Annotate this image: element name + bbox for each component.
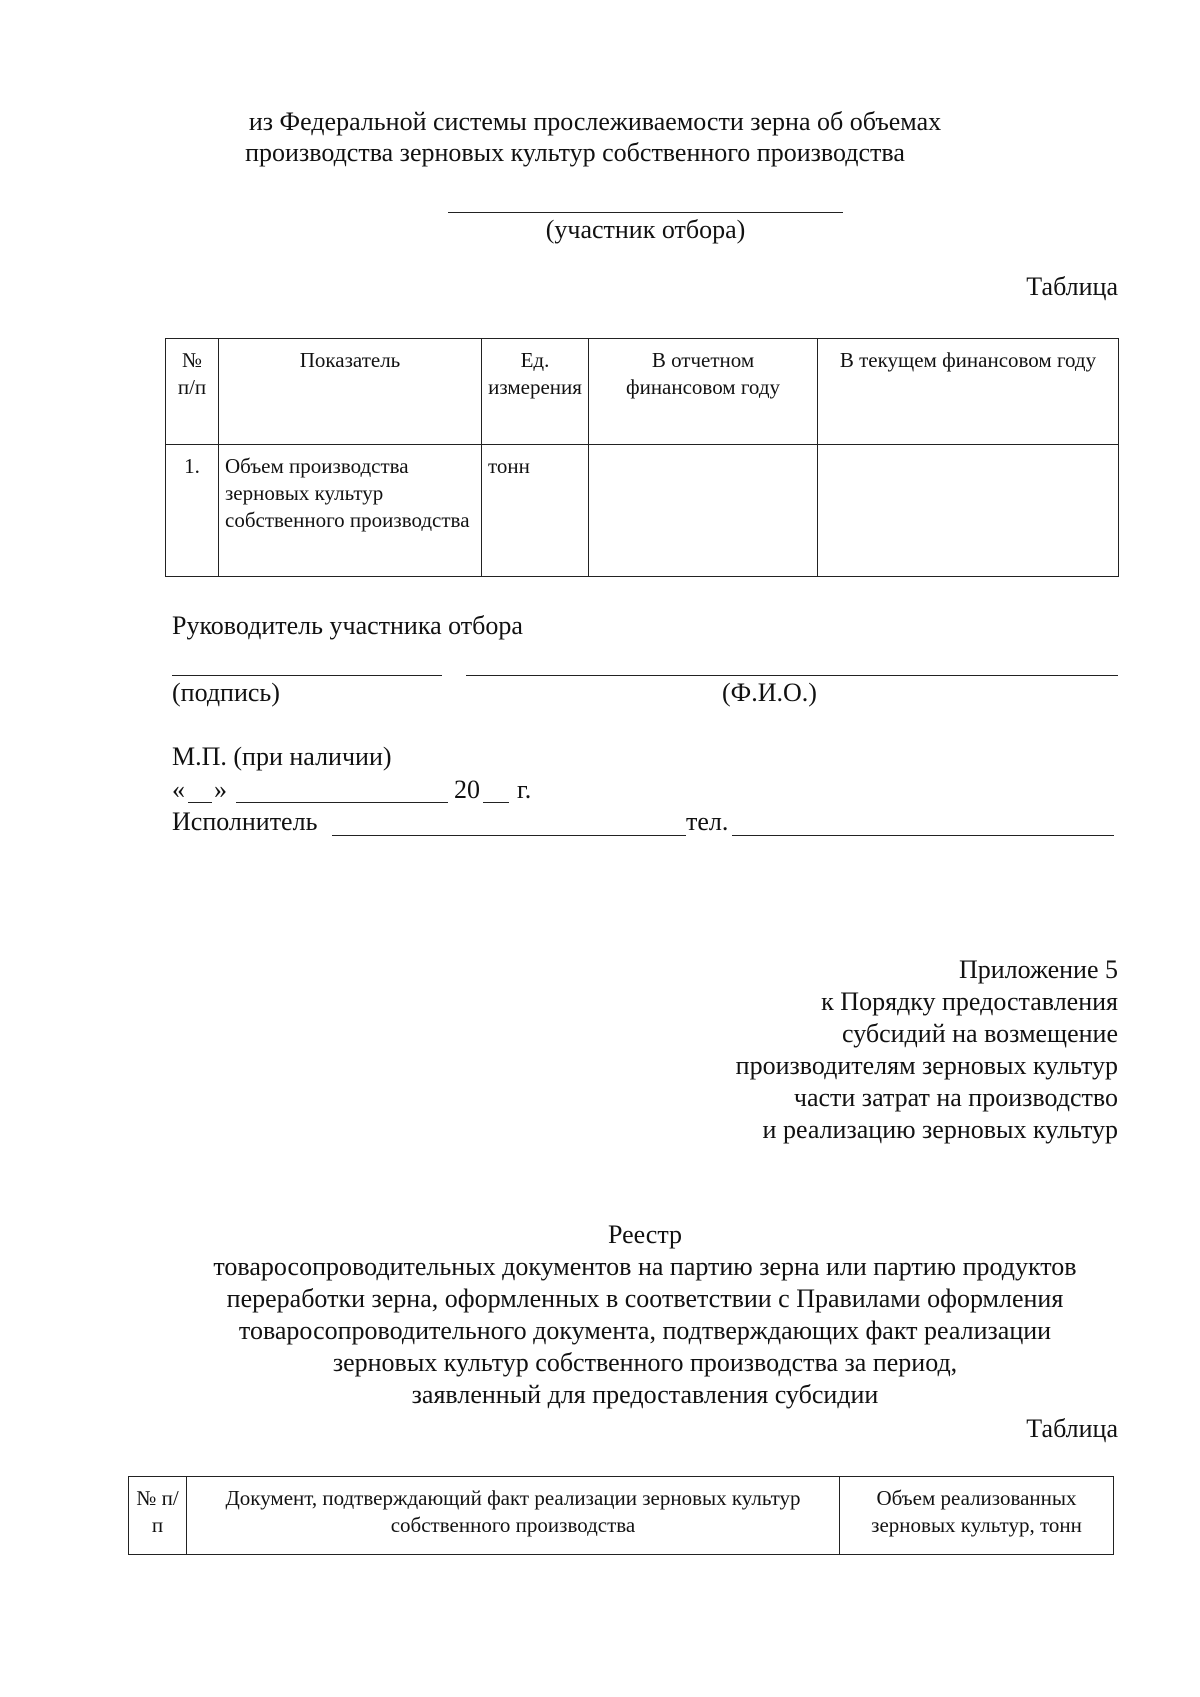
signature-caption: (подпись): [172, 678, 280, 707]
table1-header-unit: Ед. измерения: [482, 339, 589, 445]
appendix-line: к Порядку предоставления: [821, 987, 1118, 1016]
appendix-line: Приложение 5: [958, 955, 1118, 984]
title-line-1: из Федеральной системы прослеживаемости зерна об объемах: [248, 107, 942, 136]
table2-caption: Таблица: [1026, 1414, 1118, 1443]
registry-line: товаросопроводительных документов на партию зерна или партию продуктов: [213, 1252, 1077, 1281]
table1-cell-unit: тонн: [482, 445, 589, 577]
appendix-header: [600, 954, 1118, 1146]
registry-line: заявленный для предоставления субсидии: [411, 1380, 879, 1409]
head-of-participant-label: Руководитель участника отбора: [172, 611, 523, 640]
appendix-line: субсидий на возмещение: [842, 1019, 1118, 1048]
participant-underline: [448, 212, 843, 213]
registry-line: товаросопроводительного документа, подтверждающих факт реализации: [238, 1316, 1052, 1345]
table1-header-reporting-year: В отчетном финансовом году: [589, 339, 818, 445]
date-day-line: [188, 802, 212, 803]
registry-heading: Реестр: [607, 1220, 683, 1249]
signature-line: [172, 675, 442, 676]
date-month-line: [236, 802, 448, 803]
registry-title: [140, 1219, 1150, 1411]
fio-caption: (Ф.И.О.): [722, 678, 817, 707]
appendix-line: и реализацию зерновых культур: [762, 1115, 1118, 1144]
table2-header-row: [129, 1477, 1114, 1555]
executor-line: [332, 835, 686, 836]
fio-line: [466, 675, 1118, 676]
table2-header-num: № п/п: [129, 1477, 187, 1555]
table1-header-current-year: В текущем финансовом году: [818, 339, 1119, 445]
year-suffix: г.: [517, 775, 532, 804]
participant-caption: (участник отбора): [545, 215, 746, 244]
table1-header-num: № п/п: [166, 339, 219, 445]
appendix-line: части затрат на производство: [793, 1083, 1118, 1112]
table-row: [166, 445, 1119, 577]
title-line-2: производства зерновых культур собственного производства: [245, 138, 905, 167]
date-open-quote: «: [172, 775, 185, 804]
appendix-line: производителям зерновых культур: [735, 1051, 1118, 1080]
date-close-quote: »: [214, 775, 227, 804]
table2-header-volume: Объем реализованных зерновых культур, тонн: [840, 1477, 1114, 1555]
table1-header-indicator: Показатель: [219, 339, 482, 445]
table1-cell-current-year: [818, 445, 1119, 577]
table1-header-row: [166, 339, 1119, 445]
table1-cell-reporting-year: [589, 445, 818, 577]
registry-line: переработки зерна, оформленных в соответствии с Правилами оформления: [226, 1284, 1064, 1313]
registry-line: зерновых культур собственного производства за период,: [332, 1348, 958, 1377]
registry-table: [128, 1476, 1114, 1555]
date-year-line: [483, 802, 509, 803]
stamp-label: М.П. (при наличии): [172, 742, 392, 771]
executor-label: Исполнитель: [172, 807, 318, 836]
table1-cell-indicator: Объем производства зерновых культур собственного производства: [219, 445, 482, 577]
phone-label: тел.: [686, 807, 729, 836]
year-prefix: 20: [454, 775, 480, 804]
table2-header-document: Документ, подтверждающий факт реализации зерновых культур собственного производства: [187, 1477, 840, 1555]
table1-caption: Таблица: [1026, 272, 1118, 301]
production-table: [165, 338, 1119, 577]
table1-cell-num: 1.: [166, 445, 219, 577]
phone-line: [732, 835, 1114, 836]
